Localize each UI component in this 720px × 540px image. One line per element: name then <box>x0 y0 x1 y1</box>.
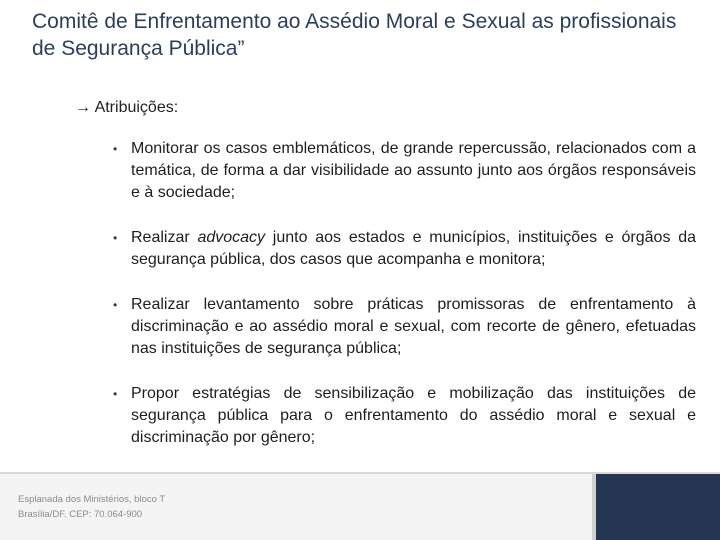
bullet-item-advocacy <box>111 227 696 271</box>
slide-title: Comitê de Enfrentamento ao Assédio Moral e Sexual as profissionais de Segurança Pública” <box>32 10 677 60</box>
bullet-text: Realizar levantamento sobre práticas promissoras de enfrentamento à discriminação e ao assédio moral e sexual, com recorte de gênero, efetuadas nas instituições de segurança pública; <box>131 296 696 357</box>
bullet-text-suffix: junto aos estados e municípios, instituições e órgãos da segurança pública, dos casos que acompanha e monitora; <box>131 229 696 268</box>
footer-address-line2: Brasília/DF. CEP: 70.064-900 <box>18 509 143 520</box>
bullet-item-strategies <box>111 383 696 449</box>
bullet-dot-icon: • <box>113 387 118 401</box>
bullet-dot-icon: • <box>113 231 118 245</box>
bullet-list <box>111 138 696 472</box>
footer-color-block <box>596 474 720 540</box>
bullet-dot-icon: • <box>113 142 118 156</box>
bullet-text-emphasis: advocacy <box>197 229 266 246</box>
bullet-text: Monitorar os casos emblemáticos, de grande repercussão, relacionados com a temática, de forma a dar visibilidade ao assunto junto aos órgãos responsáveis e à sociedade; <box>131 140 696 201</box>
footer-address-line1: Esplanada dos Ministérios, bloco T <box>18 494 166 505</box>
bullet-item-survey <box>111 294 696 360</box>
bullet-text-prefix: Realizar <box>131 229 198 246</box>
footer-address <box>18 492 165 522</box>
section-heading: → Atribuições: <box>75 99 179 116</box>
bullet-text: Propor estratégias de sensibilização e mobilização das instituições de segurança pública para o enfrentamento do assédio moral e sexual e discriminação por gênero; <box>131 385 696 446</box>
bullet-dot-icon: • <box>113 298 118 312</box>
footer <box>0 472 720 540</box>
bullet-item-monitor <box>111 138 696 204</box>
